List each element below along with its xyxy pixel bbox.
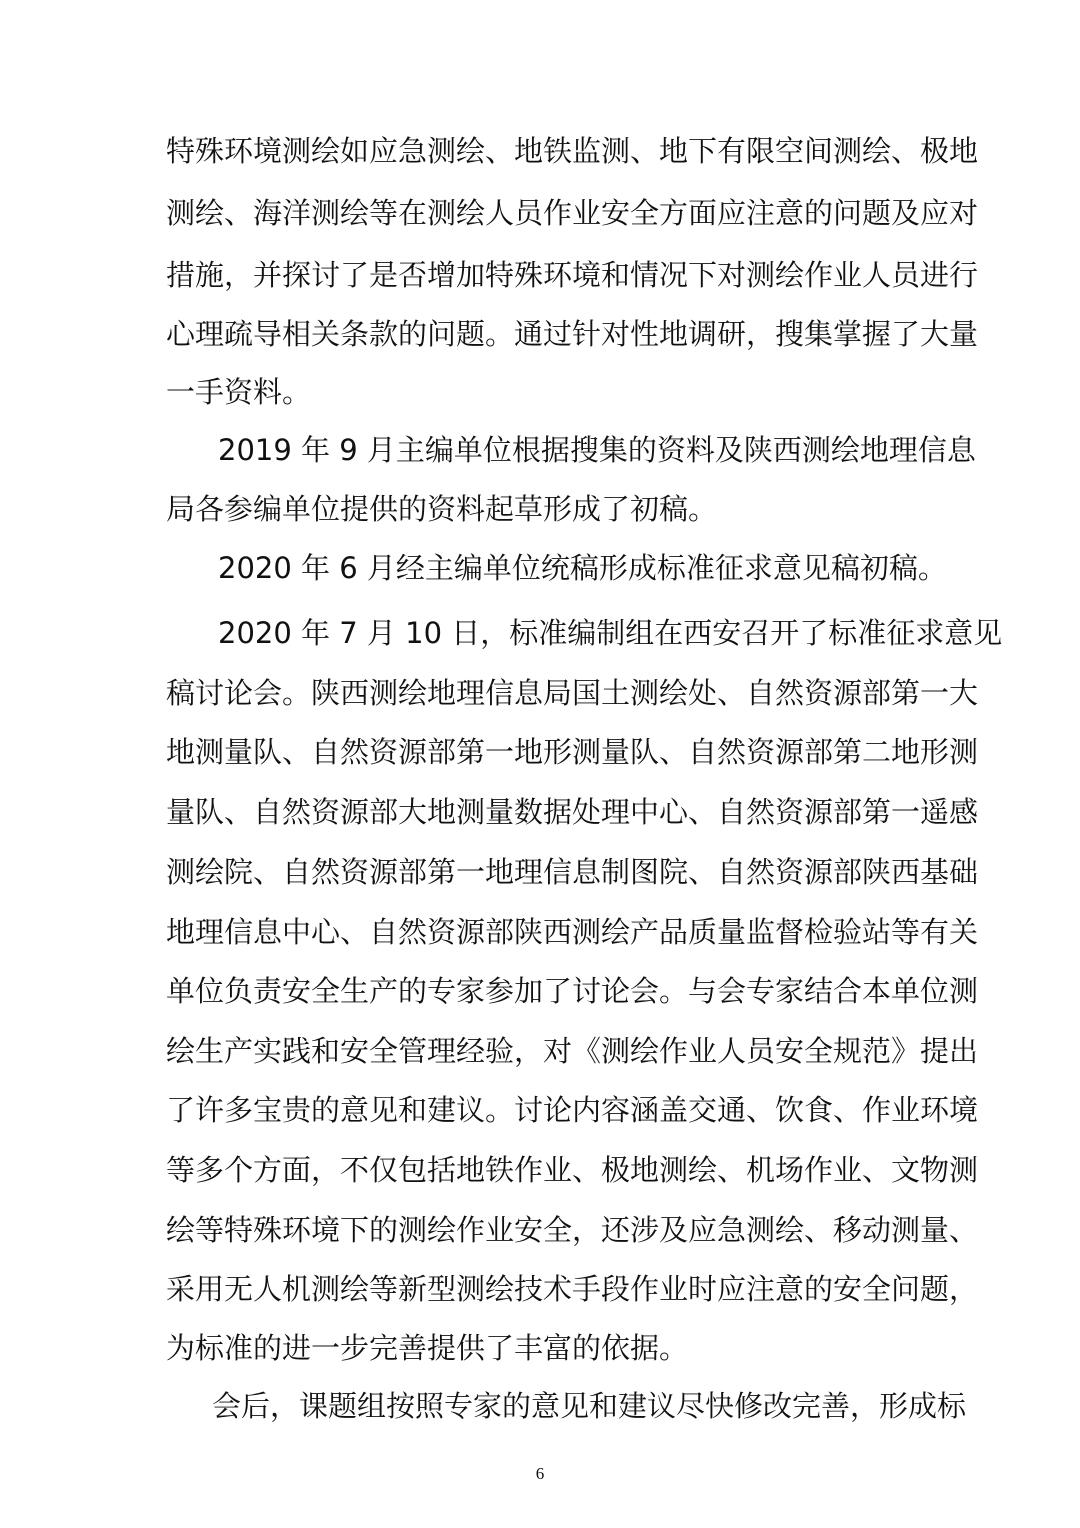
- paragraph-first-line: 2020 年 7 月 10 日，标准编制组在西安召开了标准征求意见: [218, 616, 1003, 650]
- text-line: 措施，并探讨了是否增加特殊环境和情况下对测绘作业人员进行: [166, 258, 979, 292]
- text-line: 一手资料。: [166, 375, 312, 409]
- text-line: 心理疏导相关条款的问题。通过针对性地调研，搜集掌握了大量: [166, 317, 979, 351]
- text-line: 测绘、海洋测绘等在测绘人员作业安全方面应注意的问题及应对: [166, 196, 979, 230]
- text-line: 为标准的进一步完善提供了丰富的依据。: [166, 1331, 689, 1365]
- text-line: 采用无人机测绘等新型测绘技术手段作业时应注意的安全问题，: [166, 1272, 979, 1306]
- text-line: 等多个方面，不仅包括地铁作业、极地测绘、机场作业、文物测: [166, 1153, 979, 1187]
- text-line: 了许多宝贵的意见和建议。讨论内容涵盖交通、饮食、作业环境: [166, 1093, 979, 1127]
- text-line: 量队、自然资源部大地测量数据处理中心、自然资源部第一遥感: [166, 795, 979, 829]
- page-number: 6: [535, 1464, 545, 1483]
- text-line: 绘生产实践和安全管理经验，对《测绘作业人员安全规范》提出: [166, 1034, 979, 1068]
- text-line: 单位负责安全生产的专家参加了讨论会。与会专家结合本单位测: [166, 974, 979, 1008]
- text-line: 稿讨论会。陕西测绘地理信息局国土测绘处、自然资源部第一大: [166, 676, 979, 710]
- paragraph-first-line: 会后，课题组按照专家的意见和建议尽快修改完善，形成标: [212, 1389, 967, 1423]
- paragraph-first-line: 2019 年 9 月主编单位根据搜集的资料及陕西测绘地理信息: [218, 433, 976, 467]
- text-line: 测绘院、自然资源部第一地理信息制图院、自然资源部陕西基础: [166, 855, 979, 889]
- text-line: 局各参编单位提供的资料起草形成了初稿。: [166, 492, 718, 526]
- text-line: 特殊环境测绘如应急测绘、地铁监测、地下有限空间测绘、极地: [166, 134, 979, 168]
- text-line: 地测量队、自然资源部第一地形测量队、自然资源部第二地形测: [166, 735, 979, 769]
- paragraph-first-line: 2020 年 6 月经主编单位统稿形成标准征求意见稿初稿。: [218, 551, 947, 585]
- text-line: 地理信息中心、自然资源部陕西测绘产品质量监督检验站等有关: [166, 915, 979, 949]
- text-line: 绘等特殊环境下的测绘作业安全，还涉及应急测绘、移动测量、: [166, 1213, 979, 1247]
